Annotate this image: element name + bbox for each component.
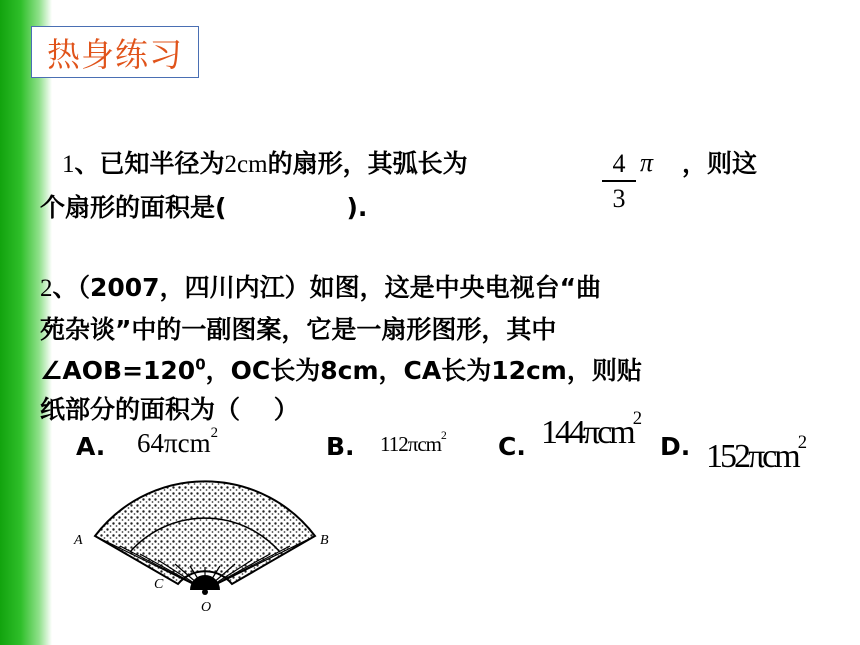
q2-line3-a: ∠AOB=120 (40, 356, 196, 385)
q2-line2 (40, 310, 556, 346)
q2-line2-text: 苑杂谈”中的一副图案，它是一扇形图形，其中 (40, 315, 557, 344)
q2-line4 (40, 390, 299, 426)
option-d-sup: 2 (797, 432, 805, 454)
fraction-numerator: 4 (612, 149, 626, 178)
fraction-four-thirds (602, 150, 636, 213)
q1-line1-end (682, 144, 757, 180)
q1-text-a: 、已知半径为 (74, 149, 225, 178)
option-a-label: A. (76, 432, 106, 461)
label-o: O (201, 600, 212, 615)
fraction-bar (602, 180, 636, 182)
q2-line4-text: 纸部分的面积为（ ） (40, 395, 299, 424)
option-d-label: D. (660, 432, 691, 461)
q2-line3 (40, 351, 642, 387)
option-c-text: 144πcm (541, 414, 633, 451)
q1-line2-b: ). (346, 193, 368, 222)
q1-line1 (62, 144, 468, 180)
title-text: 热身练习 (47, 34, 183, 74)
q2-line1-rest: 、（2007，四川内江）如图，这是中央电视台“曲 (52, 273, 602, 302)
q2-number: 2 (40, 275, 53, 302)
option-c-label: C. (498, 432, 526, 461)
option-c-sup: 2 (632, 408, 640, 430)
fan-pivot-dot (202, 589, 208, 595)
option-a-text: 64πcm (137, 428, 211, 458)
q1-number: 1 (62, 151, 75, 178)
q2-line3-sup: 0 (195, 355, 206, 374)
pi-symbol: π (640, 148, 654, 177)
option-a-sup: 2 (210, 424, 219, 441)
option-b-sup: 2 (440, 429, 446, 442)
label-b: B (320, 533, 329, 548)
q1-radius: 2cm (224, 151, 268, 178)
option-c-value (541, 408, 640, 452)
q1-text-b: 的扇形，其弧长为 (267, 149, 468, 178)
q2-line3-b: ，OC长为8cm，CA长为12cm，则贴 (205, 356, 642, 385)
q1-line2 (40, 188, 367, 224)
title-box (31, 26, 199, 78)
option-b-text: 112πcm (380, 432, 441, 456)
fan-figure (70, 468, 340, 618)
fraction-denominator: 3 (612, 184, 626, 213)
option-b-value (380, 429, 446, 457)
option-b-label: B. (326, 432, 355, 461)
option-a-value (137, 424, 219, 459)
option-d-value (706, 432, 805, 476)
label-a: A (74, 533, 83, 548)
q2-line1 (40, 268, 601, 304)
fan-pivot (190, 575, 220, 590)
q1-line2-a: 个扇形的面积是( (40, 193, 227, 222)
q1-text-c: ，则这 (682, 149, 758, 178)
label-c: C (154, 577, 164, 592)
option-d-text: 152πcm (706, 438, 798, 475)
